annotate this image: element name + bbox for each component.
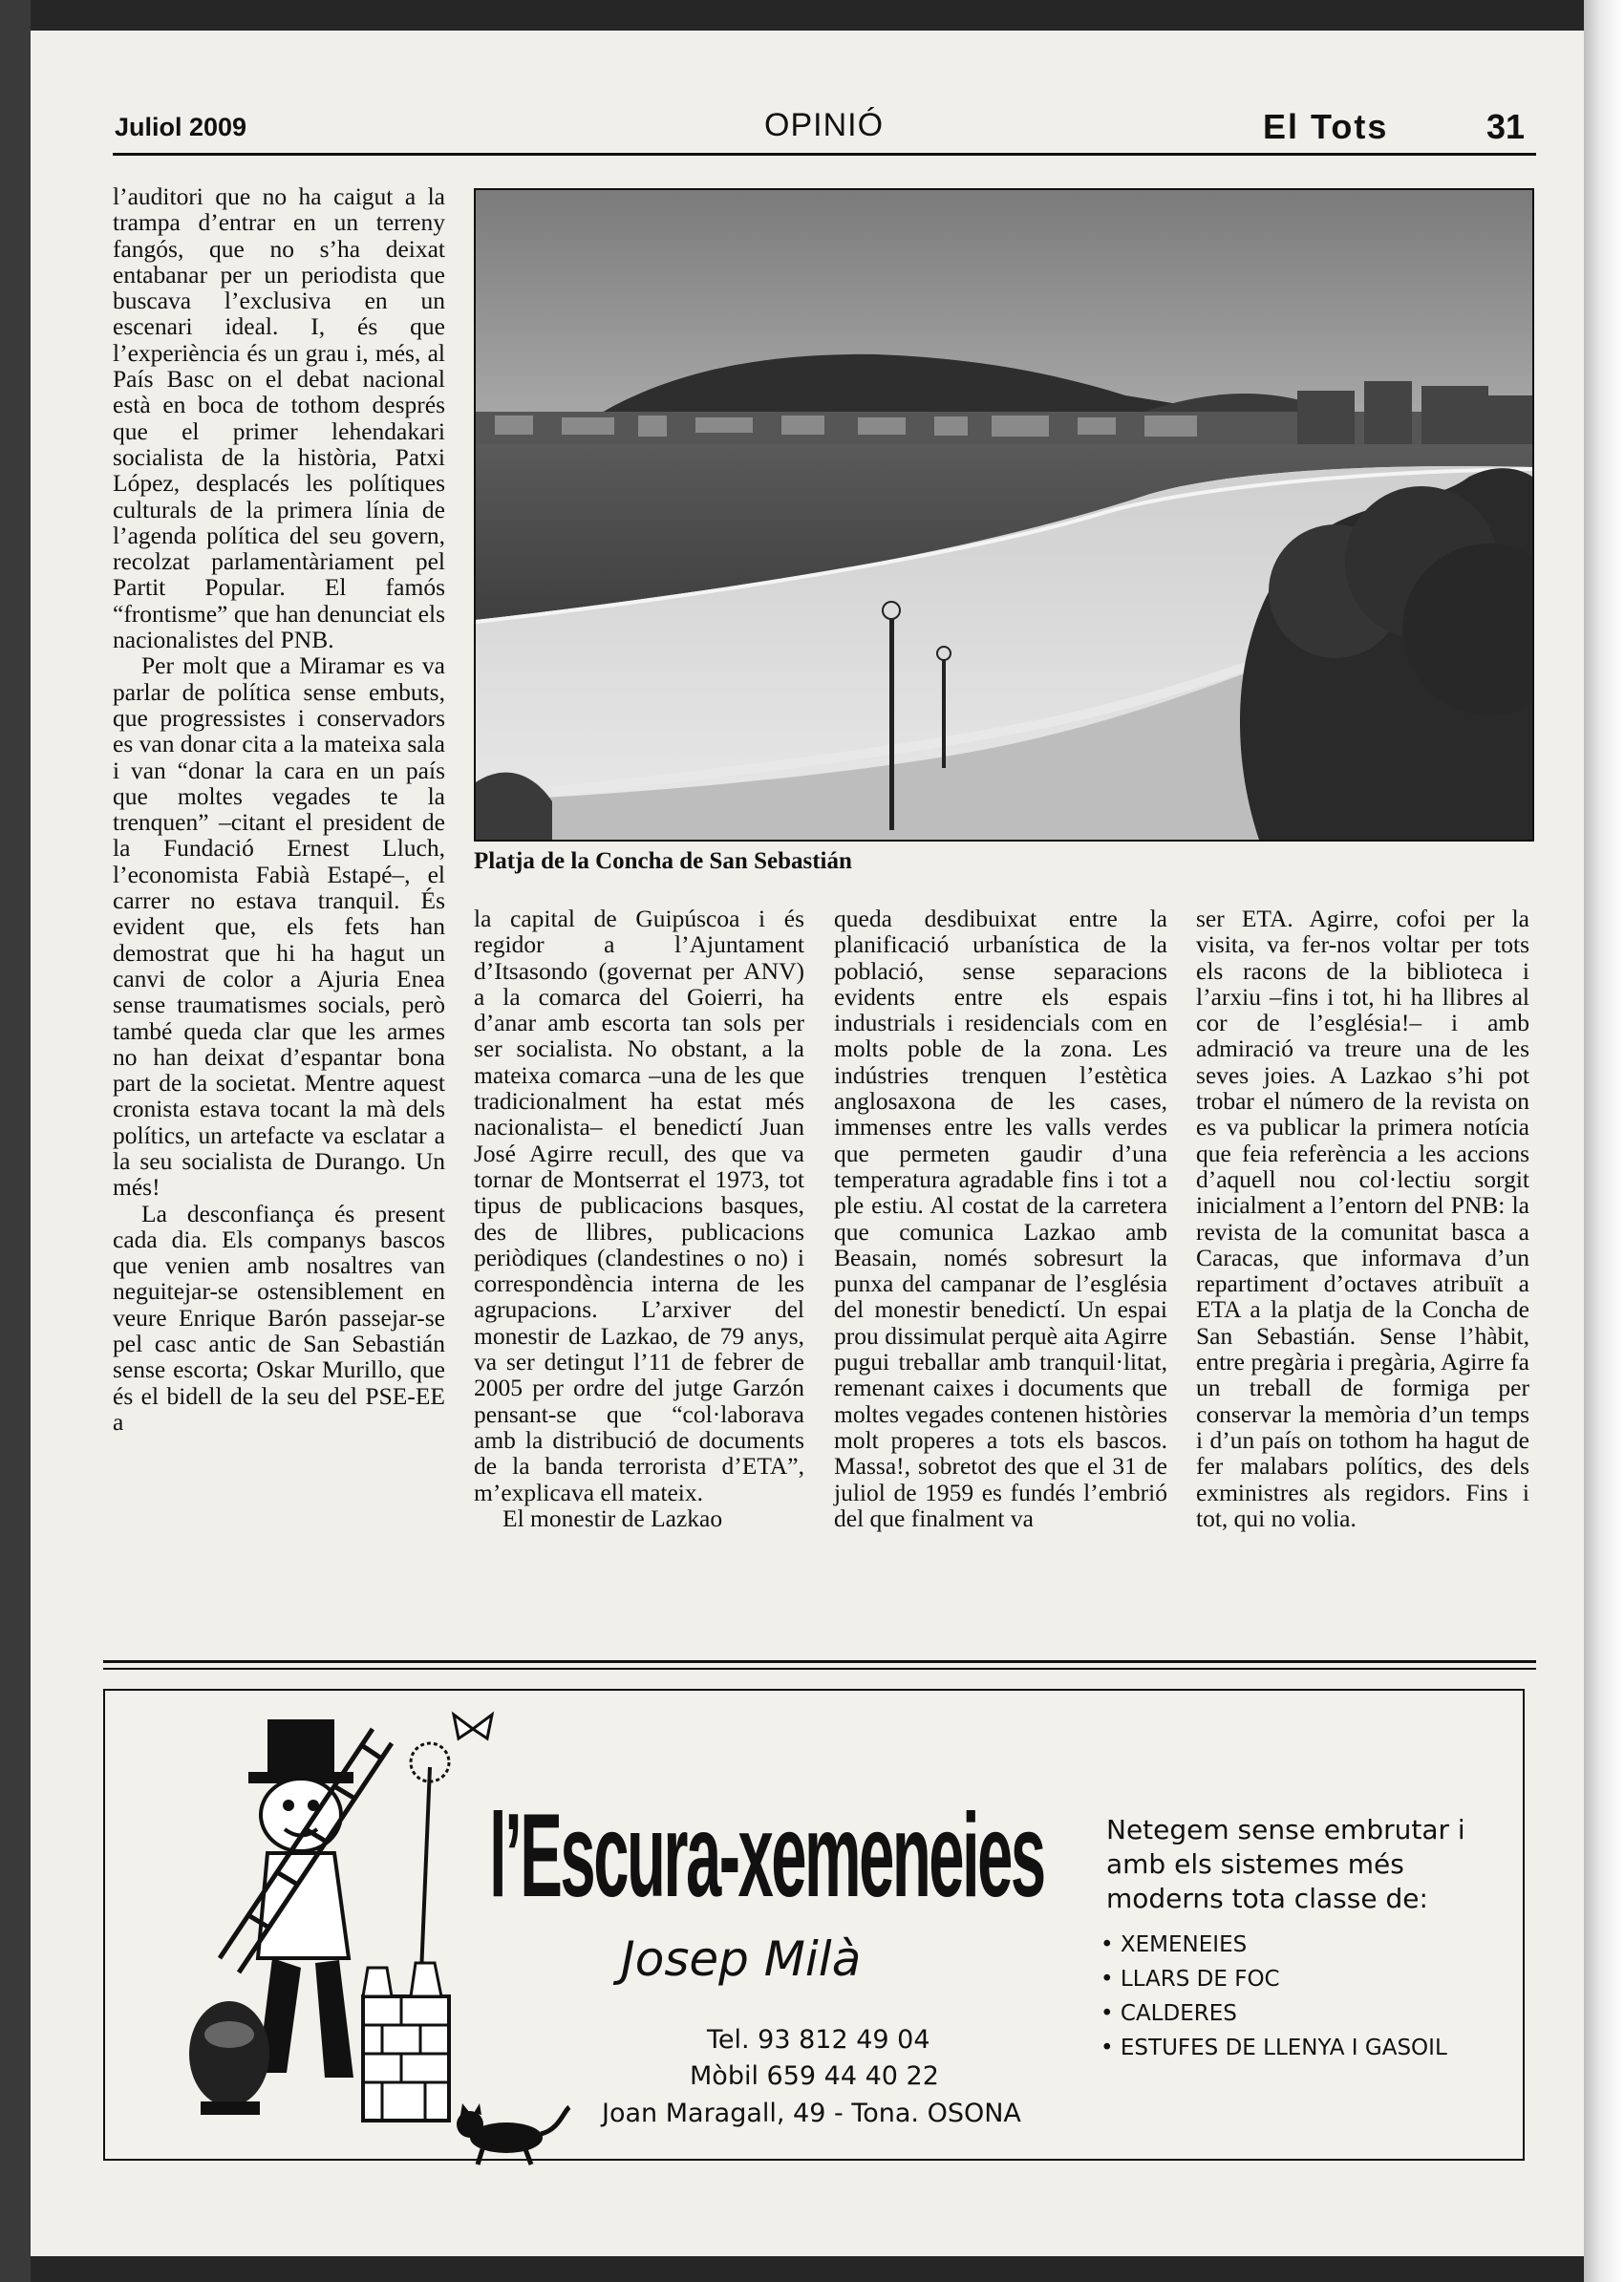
article-column-4 [1196, 906, 1529, 1531]
header-magazine: El Tots [1263, 107, 1389, 146]
article-column-2 [474, 906, 804, 1531]
article-paragraph: La desconfiança és present cada dia. Els companys bascos que venien amb nosaltres van neguitejar-se ostensiblement en veure Enrique Barón passejar-se pel casc antic de San Sebastián sense escorta; Oskar Murillo, que és el bidell de la seu del PSE-EE a [113, 1199, 445, 1436]
ad-slogan: Netegem sense embrutar i amb els sistemes més moderns tota classe de: [1106, 1814, 1465, 1914]
section-divider [103, 1668, 1536, 1670]
ad-service-item: • ESTUFES DE LLENYA I GASOIL [1100, 2031, 1447, 2065]
article-column-3 [834, 906, 1167, 1531]
article-paragraph: queda desdibuixat entre la planificació urbanística de la població, sense separacions evidents entre els espais industrials i residencials com en molts poble de la zona. Les indústries trenquen l’estètica anglosaxona de les cases, immenses entre les valls verdes que permeten gaudir d’una temperatura agradable fins i tot a ple estiu. Al costat de la carretera que comunica Lazkao amb Beasain, només sobresurt la punxa del campanar de l’església del monestir benedictí. Un espai prou dissimulat perquè aita Agirre pugui treballar amb tranquil·litat, remenant caixes i documents que moltes vegades contenen històries molt properes a tots els bascos. Massa!, sobretot des que el 31 de juliol de 1959 es fundés l’embrió del que finalment va [834, 905, 1167, 1532]
article-paragraph: Per molt que a Miramar es va parlar de política sense embuts, que progressistes i conservadors es van donar cita a la mateixa sala i van “donar la cara en un país que moltes vegades te la trenquen” –citant el president de la Fundació Ernest Lluch, l’economista Fabià Estapé–, el carrer no estava tranquil. És evident que, els fets han demostrat que hi ha hagut un canvi de color a Ajuria Enea sense traumatismes socials, però també queda clar que les armes no han deixat d’espantar bona part de la societat. Mentre aquest cronista estava tocant la mà dels polítics, un artefacte va esclatar a la seu socialista de Durango. Un més! [113, 651, 445, 1202]
ad-mobile: Mòbil 659 44 40 22 [690, 2061, 939, 2091]
ad-services-list [1100, 1928, 1447, 2065]
chimney-sweep-illustration [182, 1710, 468, 2144]
ad-owner-signature: Josep Milà [621, 1931, 862, 1987]
chimney-sweep-advertisement [103, 1689, 1525, 2161]
ad-service-item: • LLARS DE FOC [1100, 1962, 1447, 1996]
article-paragraph: la capital de Guipúscoa i és regidor a l’Ajuntament d’Itsasondo (governat per ANV) a la comarca del Goierri, ha d’anar amb escorta tan sols per ser socialista. No obstant, a la mateixa comarca –una de les que tradicionalment ha estat més nacionalista– el benedictí Juan José Agirre recull, des que va tornar de Montserrat el 1973, tot tipus de publicacions basques, des de llibres, publicacions periòdiques (clandestines o no) i correspondència interna de les agrupacions. L’arxiver del monestir de Lazkao, de 79 anys, va ser detingut l’11 de febrer de 2005 per ordre del jutge Garzón pensant-se que “col·laborava amb la distribució de documents de la banda terrorista d’ETA”, m’explicava ell mateix. [474, 905, 804, 1506]
butterfly-icon [449, 1710, 497, 1748]
photo-caption: Platja de la Concha de San Sebastián [474, 848, 852, 874]
ad-telephone: Tel. 93 812 49 04 [707, 2025, 930, 2055]
page-edge-right [1584, 0, 1624, 2282]
header-section: OPINIÓ [764, 107, 885, 143]
ad-business-name: l’Escura-xemeneies [489, 1788, 1044, 1922]
header-date: Juliol 2009 [115, 113, 247, 141]
header-rule [113, 153, 1536, 156]
ad-address: Joan Maragall, 49 - Tona. OSONA [602, 2099, 1021, 2128]
article-paragraph: ser ETA. Agirre, cofoi per la visita, va fer-nos voltar per tots els racons de la biblioteca i l’arxiu –fins i tot, hi ha llibres al cor de l’església!– i amb admiració va treure una de les seves joies. A Lazkao s’hi pot trobar el número de la revista on es va publicar la primera notícia que feia referència a les accions d’aquell nou col·lectiu sorgit inicialment a l’entorn del PNB: la revista de la comunitat basca a Caracas, que informava d’un repartiment d’octaves atribuït a ETA a la platja de la Concha de San Sebastián. Sense l’hàbit, entre pregària i pregària, Agirre fa un treball de formiga per conservar la memòria d’un temps i d’un país on tothom ha hagut de fer malabars polítics, des dels exministres als regidors. Fins i tot, qui no volia. [1196, 905, 1529, 1532]
article-paragraph: El monestir de Lazkao [502, 1504, 723, 1532]
article-column-1 [113, 183, 445, 1435]
cat-illustration [449, 2101, 573, 2168]
page-edge-left [0, 0, 31, 2282]
ad-service-item: • CALDERES [1100, 1996, 1447, 2031]
article-paragraph: l’auditori que no ha caigut a la trampa d’entrar en un terreny fangós, que no s’ha deixat entabanar per un periodista que buscava l’exclusiva en un escenari ideal. I, és que l’experiència és un grau i, més, al País Basc on el debat nacional està en boca de tothom després que el primer lehendakari socialista de la història, Patxi López, desplacés les polítiques culturals de la primera línia de l’agenda política del seu govern, recolzat parlamentàriament pel Partit Popular. El famós “frontisme” que han denunciat els nacionalistes del PNB. [113, 182, 445, 654]
beach-photo [474, 188, 1534, 842]
section-divider [103, 1660, 1536, 1663]
ad-service-item: • XEMENEIES [1100, 1928, 1447, 1962]
header-page-number: 31 [1486, 107, 1526, 146]
